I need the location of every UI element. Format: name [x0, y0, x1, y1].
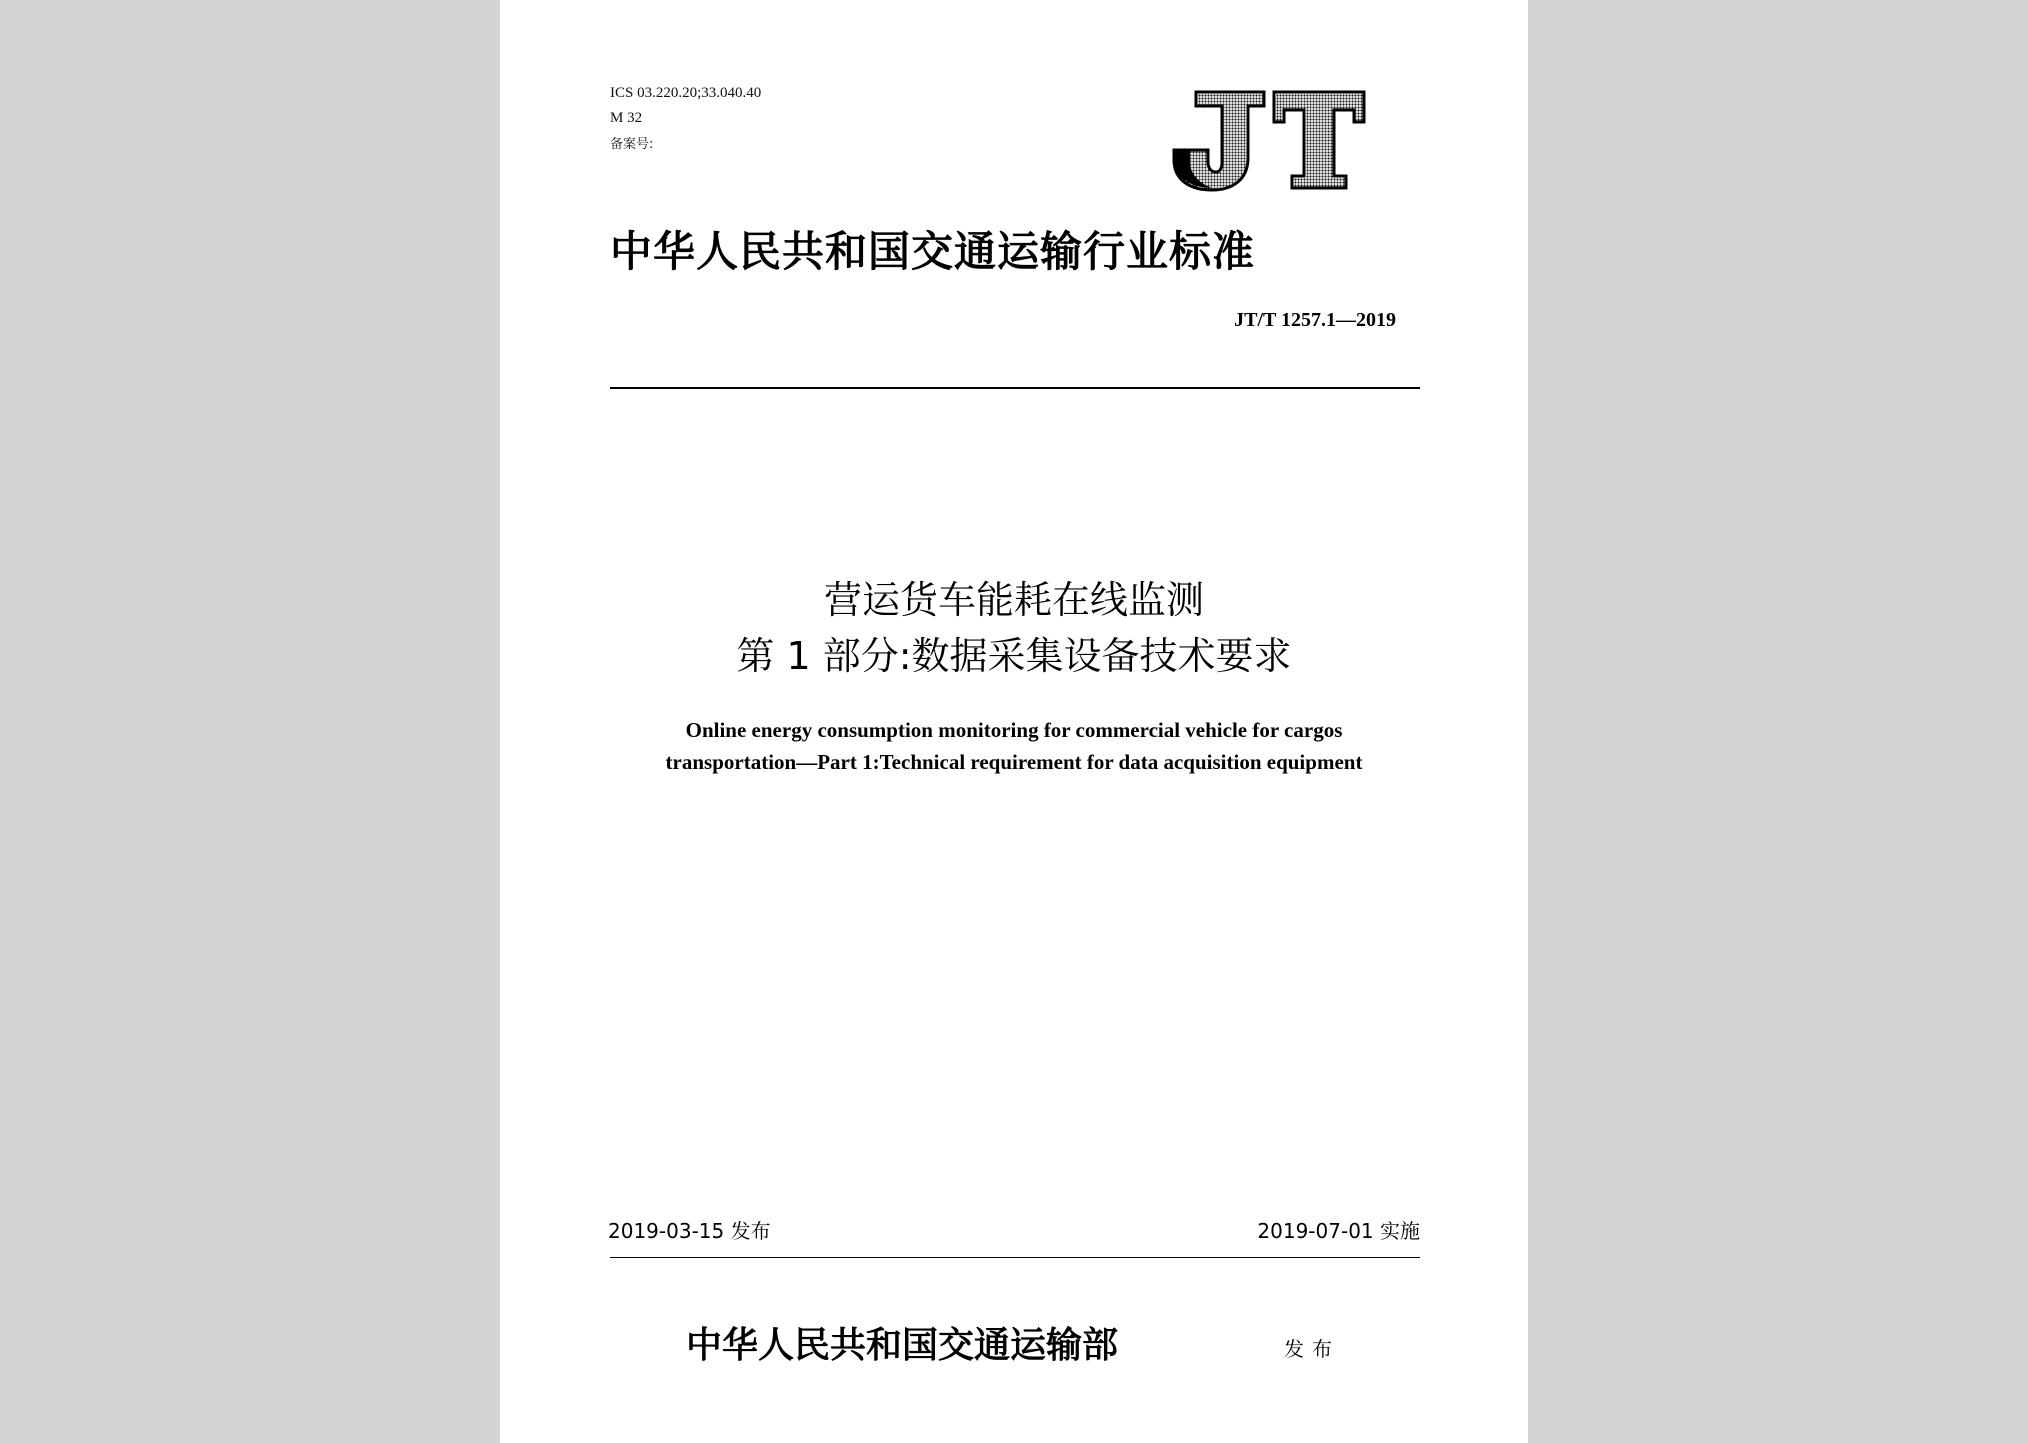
standard-number: JT/T 1257.1—2019	[1234, 309, 1396, 331]
m-code: M 32	[610, 110, 643, 126]
record-number-label: 备案号:	[610, 137, 654, 152]
title-en-line-1: Online energy consumption monitoring for commercial vehicle for cargos	[685, 718, 1343, 742]
issue-label: 发布	[1284, 1337, 1340, 1361]
jt-logo-icon	[1168, 88, 1368, 192]
title-zh-line-2: 第 1 部分:数据采集设备技术要求	[736, 634, 1292, 678]
header-title: 中华人民共和国交通运输行业标准	[610, 227, 1256, 276]
issue-date: 2019-03-15 发布	[608, 1219, 771, 1243]
document-page	[500, 0, 1528, 1443]
issuing-authority: 中华人民共和国交通运输部	[686, 1324, 1119, 1366]
header-divider	[610, 387, 1420, 389]
implementation-date: 2019-07-01 实施	[1257, 1219, 1420, 1243]
ics-code: ICS 03.220.20;33.040.40	[610, 85, 762, 101]
footer-divider	[610, 1257, 1420, 1258]
title-en-line-2: transportation—Part 1:Technical requirement for data acquisition equipment	[665, 750, 1363, 774]
title-zh-line-1: 营运货车能耗在线监测	[823, 578, 1204, 622]
